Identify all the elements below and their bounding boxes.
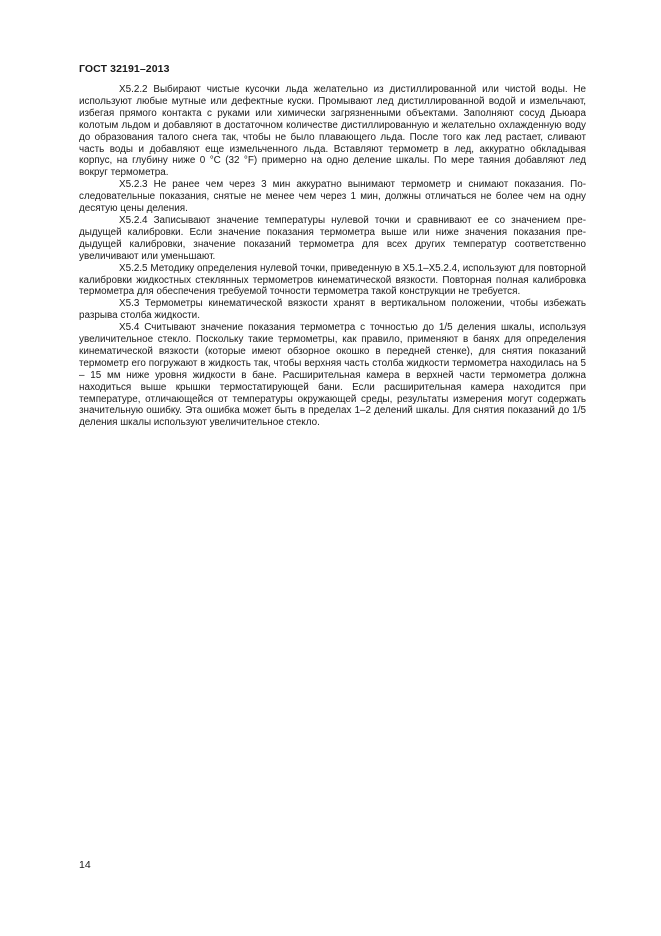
paragraph-x5-3: X5.3 Термометры кинематической вязкости хранят в вертикальном положении, чтобы избежать разрыва столба жидкости. (79, 298, 586, 322)
paragraph-x5-4: X5.4 Считывают значение показания термометра с точностью до 1/5 деления шкалы, используя увеличительное стекло. Поскольку такие термометры, как правило, применяют в банях для определения кинематической вязкости (которые имеют обзорное окошко в передней стенке), для снятия показаний термометр его погружают в жидкость так, чтобы верхняя часть столба жидкости термометра находилась на 5 – 15 мм ниже уровня жидкости в бане. Расширительная камера в верхней части термометра должна находиться выше крышки термостатирующей бани. Если расширительная камера находится при температуре, отличающейся от температуры окружающей среды, результаты измерения могут содержать значительную ошибку. Эта ошибка может быть в пределах 1–2 делений шкалы. Для снятия показаний до 1/5 деления шкалы используют увеличительное стекло. (79, 322, 586, 429)
page-number: 14 (79, 859, 91, 871)
paragraph-x5-2-2: X5.2.2 Выбирают чистые кусочки льда желательно из дистиллированной или чистой воды. Не используют любые мутные или дефектные куски. Промывают лед дистиллированной водой и измельчают, избегая прямого контакта с руками или химически загрязненными объектами. Заполняют сосуд Дьюара колотым льдом и добавляют в достаточном количестве дистиллированную и желательно охлажденную воду до образования талого снега так, чтобы не было плавающего льда. После того как лед растает, сливают часть воды и добавляют еще измельченного льда. Вставляют термометр в лед, аккуратно обкладывая корпус, на глубину ниже 0 °C (32 °F) примерно на одно деление шкалы. По мере таяния добавляют лед вокруг термометра. (79, 84, 586, 179)
page-header-standard-title: ГОСТ 32191–2013 (79, 63, 170, 75)
paragraph-x5-2-5: X5.2.5 Методику определения нулевой точки, приведенную в X5.1–X5.2.4, используют для повторной калибровки жидкостных стеклянных термометров кинематической вязкости. Повторная полная калибровка термометра для обеспечения требуемой точности термометра такой конструкции не требуется. (79, 262, 586, 298)
paragraph-x5-2-4: X5.2.4 Записывают значение температуры нулевой точки и сравнивают ее со значением предыдущей калибровки. Если значение показания термометра выше или ниже значения показания предыдущей калибровки, значение показаний термометра для всех других температур соответственно увеличивают или уменьшают. (79, 214, 586, 262)
paragraph-x5-2-3: X5.2.3 Не ранее чем через 3 мин аккуратно вынимают термометр и снимают показания. Последовательные показания, снятые не менее чем через 1 мин, должны отличаться не более чем на одну десятую цены деления. (79, 179, 586, 215)
document-body (79, 84, 586, 429)
